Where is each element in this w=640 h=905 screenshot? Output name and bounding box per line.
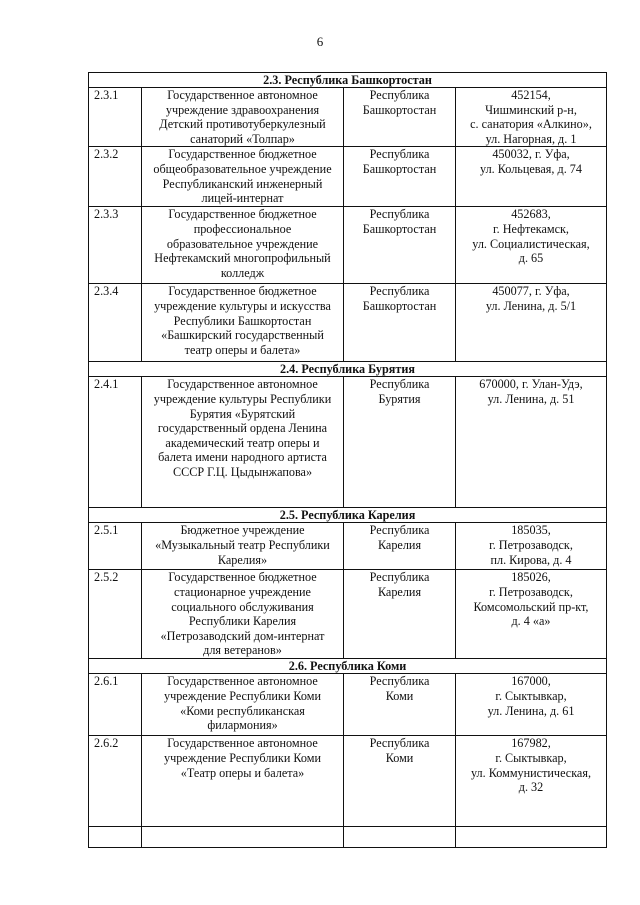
institution-name-line: «Башкирский государственный	[161, 328, 324, 343]
address-line: Комсомольский пр-кт,	[473, 599, 589, 614]
region-cell	[344, 284, 456, 362]
institution-name-line: учреждение культуры Республики	[153, 391, 332, 406]
address-line: 452683,	[511, 207, 551, 222]
institution-name-line: Республики Башкортостан	[173, 313, 312, 328]
address-line: 185035,	[511, 523, 551, 538]
institution-name-line: «Театр оперы и балета»	[180, 765, 305, 780]
region-line: Коми	[385, 688, 414, 703]
institution-name-line: социального обслуживания	[171, 599, 314, 614]
section-title: 2.5. Республика Карелия	[89, 508, 607, 523]
region-cell	[344, 207, 456, 284]
institution-name-line: Государственное бюджетное	[168, 207, 317, 222]
institution-name-cell	[142, 570, 344, 659]
address-line: д. 4 «а»	[511, 614, 551, 629]
institution-name-line: Республиканский инженерный	[162, 176, 323, 191]
row-number: 2.6.1	[89, 674, 142, 736]
region-line: Республика	[369, 207, 430, 222]
institution-name-cell	[142, 207, 344, 284]
address-cell	[456, 736, 607, 848]
row-number: 2.5.1	[89, 523, 142, 570]
region-line: Республика	[369, 377, 430, 392]
region-line: Башкортостан	[362, 161, 437, 176]
institution-name-line: Бурятия «Бурятский	[189, 406, 296, 421]
region-line: Республика	[369, 570, 430, 585]
institution-name-line: Нефтекамский многопрофильный	[154, 251, 331, 266]
table-row	[89, 88, 607, 147]
region-cell	[344, 674, 456, 736]
row-number: 2.5.2	[89, 570, 142, 659]
row-number: 2.3.1	[89, 88, 142, 147]
institution-name-line: Детский противотуберкулезный	[159, 117, 326, 132]
table-row	[89, 736, 607, 848]
region-line: Республика	[369, 88, 430, 102]
address-cell	[456, 284, 607, 362]
table-row	[89, 284, 607, 362]
institution-name-line: СССР Г.Ц. Цыдынжапова»	[172, 464, 313, 479]
region-line: Башкортостан	[362, 298, 437, 313]
institution-name-cell	[142, 88, 344, 147]
table-row	[89, 207, 607, 284]
section-header-row	[89, 659, 607, 674]
address-line: г. Петрозаводск,	[489, 584, 573, 599]
institution-name-line: Республики Карелия	[188, 614, 297, 629]
address-cell	[456, 570, 607, 659]
institution-name-line: театр оперы и балета»	[184, 342, 301, 357]
address-line: ул. Социалистическая,	[472, 236, 590, 251]
institution-name-line: государственный ордена Ленина	[157, 421, 328, 436]
address-cell	[456, 674, 607, 736]
address-line: 185026,	[511, 570, 551, 585]
address-line: ул. Ленина, д. 51	[487, 391, 575, 406]
address-line: 167000,	[511, 674, 551, 689]
institution-name-line: колледж	[220, 265, 265, 280]
institution-name-line: «Музыкальный театр Республики	[155, 537, 330, 552]
address-line: д. 65	[518, 251, 544, 266]
institution-name-line: Карелия»	[217, 552, 268, 567]
row-number: 2.3.3	[89, 207, 142, 284]
institution-name-line: «Коми республиканская	[180, 703, 305, 718]
address-line: г. Сыктывкар,	[495, 750, 567, 765]
section-title: 2.6. Республика Коми	[89, 659, 607, 674]
section-title: 2.4. Республика Бурятия	[89, 362, 607, 377]
institution-name-line: филармония»	[207, 718, 278, 733]
address-line: г. Петрозаводск,	[489, 537, 573, 552]
address-line: 450032, г. Уфа,	[492, 147, 570, 162]
address-cell	[456, 523, 607, 570]
address-line: 452154,	[511, 88, 551, 102]
section-title: 2.3. Республика Башкортостан	[89, 73, 607, 88]
row-number: 2.3.2	[89, 147, 142, 207]
institution-name-line: профессиональное	[193, 221, 292, 236]
institution-name-line: для ветеранов»	[203, 643, 282, 658]
region-line: Башкортостан	[362, 221, 437, 236]
region-line: Карелия	[377, 584, 422, 599]
page-number: 6	[316, 34, 324, 49]
address-line: ул. Ленина, д. 5/1	[485, 298, 577, 313]
institution-name-cell	[142, 674, 344, 736]
region-cell	[344, 377, 456, 508]
address-cell	[456, 207, 607, 284]
region-line: Республика	[369, 284, 430, 299]
address-line: д. 32	[518, 780, 544, 795]
region-cell	[344, 147, 456, 207]
institution-name-line: учреждение здравоохранения	[165, 102, 320, 117]
address-line: Чишминский р-н,	[485, 102, 577, 117]
address-line: ул. Нагорная, д. 1	[485, 131, 577, 146]
table-row	[89, 147, 607, 207]
institution-name-line: учреждение культуры и искусства	[154, 298, 331, 313]
address-line: 450077, г. Уфа,	[492, 284, 570, 299]
institution-name-cell	[142, 736, 344, 848]
address-cell	[456, 377, 607, 508]
address-cell	[456, 147, 607, 207]
institution-name-cell	[142, 377, 344, 508]
institution-name-cell	[142, 284, 344, 362]
institution-name-line: Государственное автономное	[167, 674, 318, 689]
region-line: Коми	[385, 750, 414, 765]
region-line: Республика	[369, 736, 430, 751]
row-number: 2.4.1	[89, 377, 142, 508]
region-line: Республика	[369, 674, 430, 689]
address-line: ул. Ленина, д. 61	[487, 703, 575, 718]
section-header-row	[89, 508, 607, 523]
address-line: 670000, г. Улан-Удэ,	[479, 377, 583, 392]
region-cell	[344, 570, 456, 659]
address-line: с. санатория «Алкино»,	[470, 117, 592, 132]
institution-name-line: Государственное автономное	[167, 88, 318, 102]
institution-name-line: санаторий «Толпар»	[190, 131, 295, 146]
region-line: Республика	[369, 147, 430, 162]
table-row	[89, 523, 607, 570]
table-row	[89, 570, 607, 659]
row-number: 2.6.2	[89, 736, 142, 848]
table-bottom-border	[88, 826, 607, 827]
institution-name-line: балета имени народного артиста	[158, 450, 327, 465]
region-line: Бурятия	[378, 391, 421, 406]
region-cell	[344, 523, 456, 570]
institution-name-line: лицей-интернат	[201, 191, 284, 206]
institution-name-line: Государственное автономное	[167, 736, 318, 751]
address-line: г. Нефтекамск,	[493, 221, 569, 236]
institution-name-line: Государственное бюджетное	[168, 284, 317, 299]
institution-name-line: учреждение Республики Коми	[163, 688, 322, 703]
address-line: ул. Коммунистическая,	[471, 765, 591, 780]
section-header-row	[89, 73, 607, 88]
institution-name-cell	[142, 147, 344, 207]
institution-name-line: учреждение Республики Коми	[163, 750, 322, 765]
institution-name-line: стационарное учреждение	[174, 584, 311, 599]
region-cell	[344, 88, 456, 147]
institution-name-line: Бюджетное учреждение	[180, 523, 305, 538]
address-cell	[456, 88, 607, 147]
row-number: 2.3.4	[89, 284, 142, 362]
section-header-row	[89, 362, 607, 377]
region-line: Республика	[369, 523, 430, 538]
region-cell	[344, 736, 456, 848]
institution-name-cell	[142, 523, 344, 570]
institution-name-line: Государственное автономное	[167, 377, 318, 392]
address-line: ул. Кольцевая, д. 74	[480, 161, 582, 176]
region-line: Карелия	[377, 537, 422, 552]
institution-name-line: «Петрозаводский дом-интернат	[160, 628, 325, 643]
table-row	[89, 377, 607, 508]
address-line: 167982,	[511, 736, 551, 751]
institution-name-line: академический театр оперы и	[165, 435, 320, 450]
region-line: Башкортостан	[362, 102, 437, 117]
institution-name-line: образовательное учреждение	[166, 236, 319, 251]
address-line: г. Сыктывкар,	[495, 688, 567, 703]
institution-name-line: Государственное бюджетное	[168, 570, 317, 585]
table-row	[89, 674, 607, 736]
institutions-table	[88, 72, 607, 848]
institution-name-line: общеобразовательное учреждение	[153, 161, 332, 176]
institution-name-line: Государственное бюджетное	[168, 147, 317, 162]
address-line: пл. Кирова, д. 4	[490, 552, 572, 567]
